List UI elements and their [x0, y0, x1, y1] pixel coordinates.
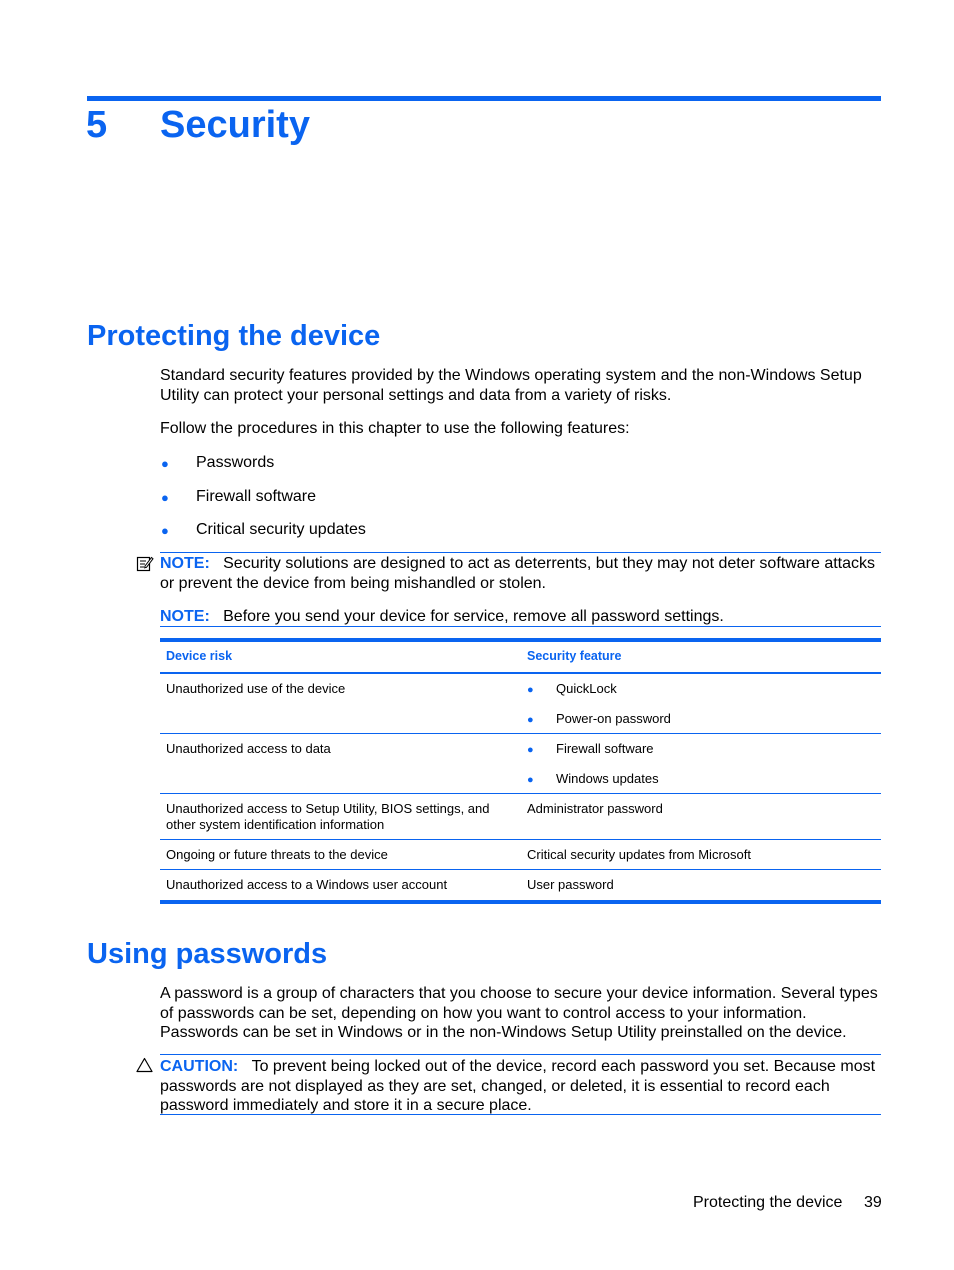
caution-bottom-rule — [160, 1114, 881, 1115]
list-item: ● Power-on password — [527, 711, 671, 726]
risk-cell: Unauthorized access to data — [160, 734, 521, 794]
note-bottom-rule — [160, 626, 881, 627]
section1-lead: Follow the procedures in this chapter to use the following features: — [160, 420, 630, 437]
chapter-rule — [87, 96, 881, 101]
feature-cell: Critical security updates from Microsoft — [521, 840, 881, 870]
table-bottom-rule — [160, 900, 881, 904]
bullet-dot-icon: ● — [161, 523, 169, 538]
section-heading-protecting: Protecting the device — [87, 320, 381, 352]
feature-cell: User password — [527, 877, 614, 892]
list-item: Critical security updates — [196, 521, 366, 538]
chapter-title: Security — [160, 104, 310, 146]
note-2 — [160, 607, 882, 627]
table-row — [160, 870, 881, 900]
caution-top-rule — [160, 1054, 881, 1055]
table-row — [160, 673, 881, 734]
section-heading-passwords: Using passwords — [87, 938, 328, 970]
feature-cell — [521, 734, 881, 794]
section1-intro: Standard security features provided by the Windows operating system and the non-Windows Setup Utility can protect your personal settings and data from a variety of risks. — [160, 367, 862, 404]
chapter-number: 5 — [86, 104, 108, 146]
footer-section-title: Protecting the device — [693, 1194, 843, 1211]
risk-cell: Unauthorized access to Setup Utility, BIOS settings, and other system identification information — [160, 794, 521, 840]
caution-label: CAUTION: — [160, 1058, 239, 1075]
list-item: ● QuickLock — [527, 681, 617, 696]
feature-cell — [521, 673, 881, 734]
list-item: Passwords — [196, 454, 275, 471]
section2-intro: A password is a group of characters that you choose to secure your device information. Several types of passwords can be set, depending on how you want to control access to your information. Passwords can be set in Windows or in the non-Windows Setup Utility preinstalled on the device. — [160, 985, 878, 1041]
bullet-dot-icon: ● — [527, 714, 534, 726]
note-top-rule — [160, 552, 881, 553]
bullet-dot-icon: ● — [161, 490, 169, 505]
bullet-dot-icon: ● — [527, 684, 534, 696]
caution-triangle-icon — [136, 1057, 153, 1078]
risk-cell: Unauthorized use of the device — [160, 673, 521, 734]
note-label: NOTE: — [160, 608, 210, 625]
risk-cell: Unauthorized access to a Windows user account — [166, 877, 448, 892]
note-1 — [160, 554, 882, 593]
note-text: Before you send your device for service, remove all password settings. — [223, 608, 724, 625]
bullet-dot-icon: ● — [161, 456, 169, 471]
bullet-dot-icon: ● — [527, 774, 534, 786]
list-item: Firewall software — [196, 488, 317, 505]
feature-cell: Administrator password — [521, 794, 881, 840]
list-item: ● Windows updates — [527, 771, 659, 786]
bullet-dot-icon: ● — [527, 744, 534, 756]
risk-table — [160, 638, 881, 899]
column-header-security-feature: Security feature — [521, 638, 881, 673]
caution-note — [160, 1057, 882, 1116]
table-row — [160, 734, 881, 794]
risk-cell: Ongoing or future threats to the device — [160, 840, 521, 870]
table-row — [160, 794, 881, 840]
footer-page-number: 39 — [864, 1194, 882, 1211]
note-text: Security solutions are designed to act as deterrents, but they may not deter software attacks or prevent the device from being mishandled or stolen. — [160, 555, 876, 592]
table-row — [160, 840, 881, 870]
list-item: ● Firewall software — [527, 741, 654, 756]
caution-text: To prevent being locked out of the device, record each password you set. Because most passwords are not displayed as they are set, changed, or deleted, it is essential to record each password immediately and store it in a secure place. — [160, 1058, 876, 1114]
column-header-device-risk: Device risk — [160, 638, 521, 673]
note-label: NOTE: — [160, 555, 210, 572]
note-pencil-icon — [136, 555, 154, 578]
